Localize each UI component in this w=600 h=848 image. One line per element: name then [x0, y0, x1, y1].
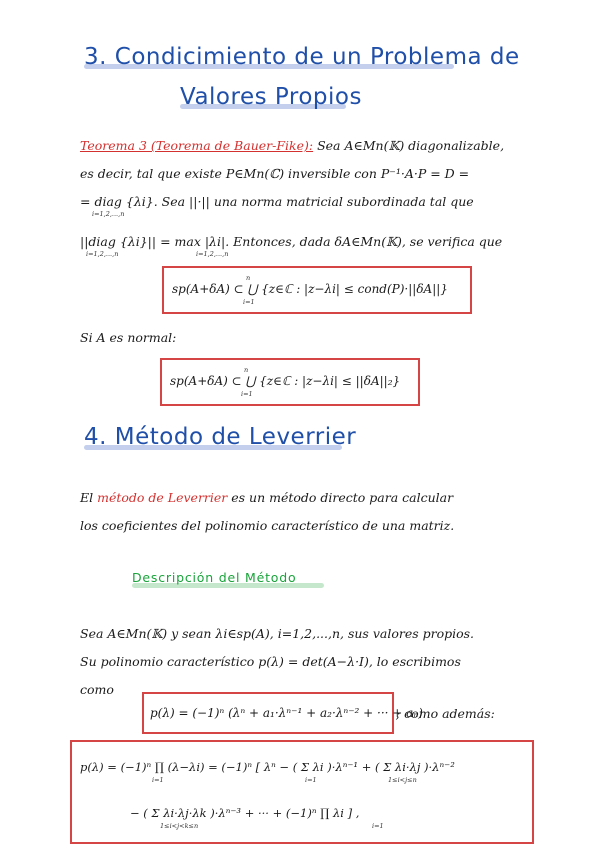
section4-intro-line2: los coeficientes del polinomio característico de una matriz.	[80, 518, 455, 533]
formula-3-trailing: ; como además:	[396, 706, 495, 721]
intro-line1-rest: es un método directo para calcular	[231, 490, 454, 505]
intro-method-name: método de Leverrier	[97, 490, 228, 505]
normal-text: Si A es normal:	[80, 330, 177, 345]
description-title: Descripción del Método	[132, 570, 297, 585]
formula-2-sup: n	[244, 366, 249, 374]
formula-4-line1-sub-b: i=1	[305, 776, 317, 784]
formula-1: sp(A+δA) ⊂ ⋃ {z∈ℂ : |z−λi| ≤ cond(P)·||δA||}	[172, 282, 448, 296]
formula-4-line1-sub-a: i=1	[152, 776, 164, 784]
formula-4-line2: − ( Σ λi·λj·λk )·λⁿ⁻³ + ··· + (−1)ⁿ ∏ λi ] ,	[130, 806, 360, 820]
section4-intro-line1	[80, 490, 453, 505]
theorem-line4-sub-right: i=1,2,...,n	[196, 250, 229, 258]
formula-1-sub: i=1	[243, 298, 255, 306]
section4-title: 4. Método de Leverrier	[84, 424, 357, 450]
intro-word-el: El	[80, 490, 94, 505]
theorem-line1	[80, 138, 504, 153]
theorem-line2: es decir, tal que existe P∈Mn(ℂ) inversible con P⁻¹·A·P = D =	[80, 166, 470, 181]
formula-3: p(λ) = (−1)ⁿ (λⁿ + a₁·λⁿ⁻¹ + a₂·λⁿ⁻² + ··· + aₙ)	[150, 706, 423, 720]
formula-1-sup: n	[246, 274, 251, 282]
formula-2-sub: i=1	[241, 390, 253, 398]
formula-2: sp(A+δA) ⊂ ⋃ {z∈ℂ : |z−λi| ≤ ||δA||₂}	[170, 374, 401, 388]
description-line1: Sea A∈Mn(𝕂) y sean λi∈sp(A), i=1,2,...,n, sus valores propios.	[80, 626, 475, 641]
formula-4-line2-sub-a: 1≤i<j<k≤n	[160, 822, 199, 830]
theorem-line1-rest: Sea A∈Mn(𝕂) diagonalizable,	[317, 138, 505, 153]
section3-title-line1: 3. Condicimiento de un Problema de	[84, 44, 520, 70]
formula-box-4	[70, 740, 534, 844]
description-line2: Su polinomio característico p(λ) = det(A−λ·I), lo escribimos	[80, 654, 461, 669]
theorem-line4: ||diag {λi}|| = max |λi|. Entonces, dada δA∈Mn(𝕂), se verifica que	[80, 234, 503, 249]
formula-4-line2-sub-b: i=1	[372, 822, 384, 830]
theorem-line4-sub-left: i=1,2,...,n	[86, 250, 119, 258]
description-line3: como	[80, 682, 114, 697]
theorem-line3-sub: i=1,2,...,n	[92, 210, 125, 218]
section3-title-line2: Valores Propios	[180, 84, 362, 110]
theorem-label: Teorema 3 (Teorema de Bauer-Fike):	[80, 138, 314, 153]
formula-4-line1: p(λ) = (−1)ⁿ ∏ (λ−λi) = (−1)ⁿ [ λⁿ − ( Σ λi )·λⁿ⁻¹ + ( Σ λi·λj )·λⁿ⁻²	[80, 760, 455, 774]
formula-4-line1-sub-c: 1≤i<j≤n	[388, 776, 417, 784]
theorem-line3: = diag {λi}. Sea ||·|| una norma matricial subordinada tal que	[80, 194, 474, 209]
